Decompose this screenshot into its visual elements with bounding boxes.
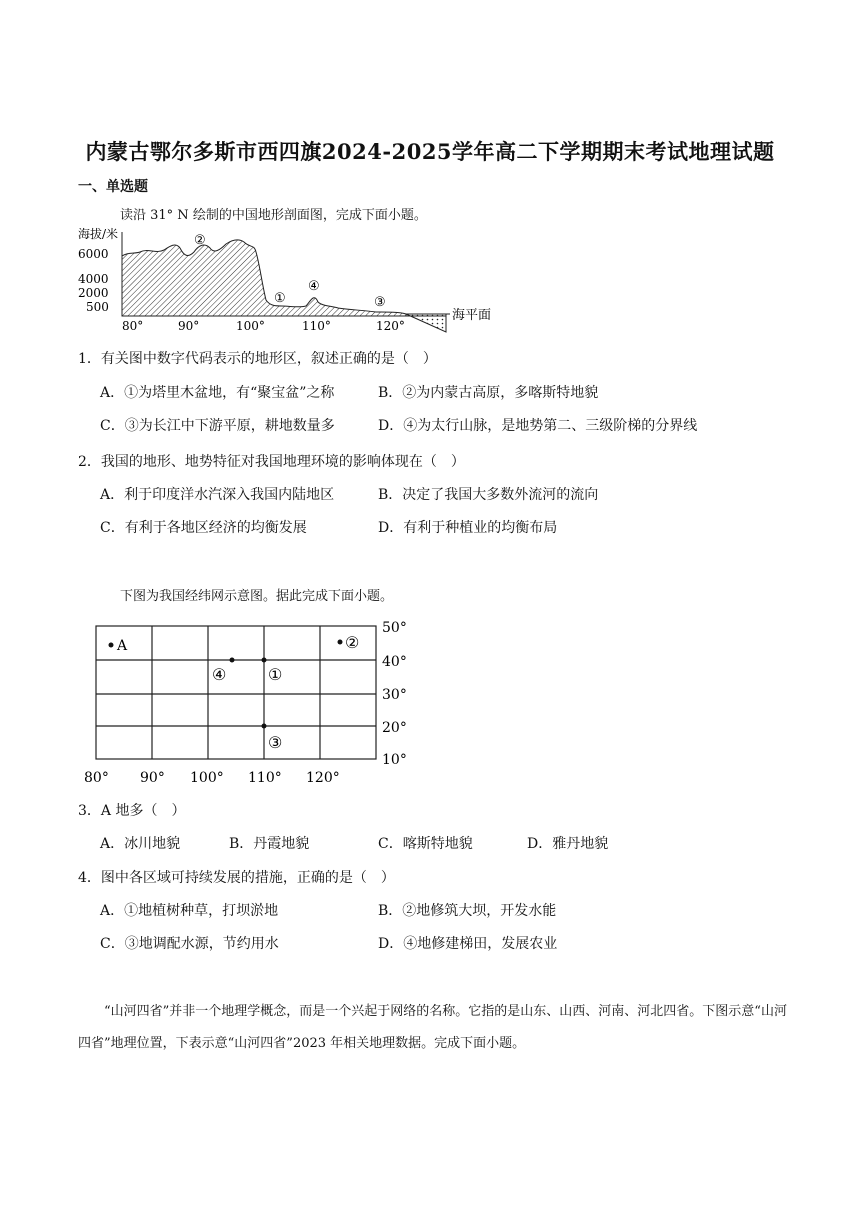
x-tick: 110° [302,319,331,333]
question-3-option-d: D．雅丹地貌 [527,836,609,852]
x-tick: 80° [122,319,144,333]
point-3-dot [262,724,267,729]
question-2-option-b: B．决定了我国大多数外流河的流向 [378,487,599,503]
question-2-option-a: A．利于印度洋水汽深入我国内陆地区 [100,487,335,503]
point-1-dot [262,658,267,663]
point-a-label: A [117,638,128,654]
graticule-grid-figure [80,612,430,788]
question-1-stem: 1．有关图中数字代码表示的地形区，叙述正确的是（ ） [78,351,437,367]
lon-label: 120° [306,770,340,786]
question-2-stem: 2．我国的地形、地势特征对我国地理环境的影响体现在（ ） [78,454,465,470]
question-4-option-b: B．②地修筑大坝，开发水能 [378,903,557,919]
point-2-label: ② [345,633,360,652]
terrain-profile-figure [76,226,506,338]
question-4-option-d: D．④地修建梯田，发展农业 [378,936,558,952]
lon-label: 110° [248,770,282,786]
x-tick: 120° [376,319,405,333]
question-1-option-d: D．④为太行山脉，是地势第二、三级阶梯的分界线 [378,418,698,434]
question-2-option-d: D．有利于种植业的均衡布局 [378,520,558,536]
marker-2: ② [194,233,206,248]
marker-1: ① [274,291,286,306]
sea-level-label: 海平面 [452,308,492,323]
question-4-option-a: A．①地植树种草，打坝淤地 [100,903,279,919]
y-tick: 4000 [78,272,109,286]
page-title: 内蒙古鄂尔多斯市西四旗2024-2025学年高二下学期期末考试地理试题 [85,139,775,164]
marker-4: ④ [308,279,320,294]
lat-label: 50° [382,620,407,636]
x-tick: 90° [178,319,200,333]
marker-3: ③ [374,295,386,310]
question-4-option-c: C．③地调配水源，节约用水 [100,936,279,952]
lat-label: 10° [382,752,407,768]
point-1-label: ① [268,665,283,684]
lat-label: 40° [382,654,407,670]
y-tick: 500 [86,300,109,314]
section-heading: 一、单选题 [78,179,148,195]
y-tick: 6000 [78,247,109,261]
question-1-option-a: A．①为塔里木盆地，有“聚宝盆”之称 [100,385,335,401]
sea-wedge [406,314,446,332]
group3-intro: “山河四省”并非一个地理学概念，而是一个兴起于网络的名称。它指的是山东、山西、河南、河北四省。下图示意“山河四省”地理位置，下表示意“山河四省”2023 年相关地理数据。完成下面小题。 [78,1004,787,1051]
terrain-profile [122,240,406,316]
question-2-option-c: C．有利于各地区经济的均衡发展 [100,520,307,536]
question-3-stem: 3．A 地多（ ） [78,803,186,819]
group1-intro: 读沿 31° N 绘制的中国地形剖面图，完成下面小题。 [120,208,427,223]
x-tick: 100° [236,319,265,333]
y-axis-title: 海拔/米 [78,227,119,241]
question-3-option-b: B．丹霞地貌 [229,836,310,852]
group2-intro: 下图为我国经纬网示意图。据此完成下面小题。 [120,589,394,604]
y-tick: 2000 [78,286,109,300]
question-3-option-a: A．冰川地貌 [100,836,181,852]
question-3-option-c: C．喀斯特地貌 [378,836,473,852]
point-4-label: ④ [212,665,227,684]
lon-label: 100° [190,770,224,786]
point-4-dot [230,658,235,663]
point-3-label: ③ [268,733,283,752]
question-4-stem: 4．图中各区域可持续发展的措施，正确的是（ ） [78,870,395,886]
question-1-option-b: B．②为内蒙古高原，多喀斯特地貌 [378,385,599,401]
lat-label: 20° [382,720,407,736]
lon-label: 80° [84,770,109,786]
question-1-option-c: C．③为长江中下游平原，耕地数量多 [100,418,335,434]
point-2-dot [338,640,343,645]
lon-label: 90° [140,770,165,786]
lat-label: 30° [382,687,407,703]
point-a-dot [109,643,114,648]
